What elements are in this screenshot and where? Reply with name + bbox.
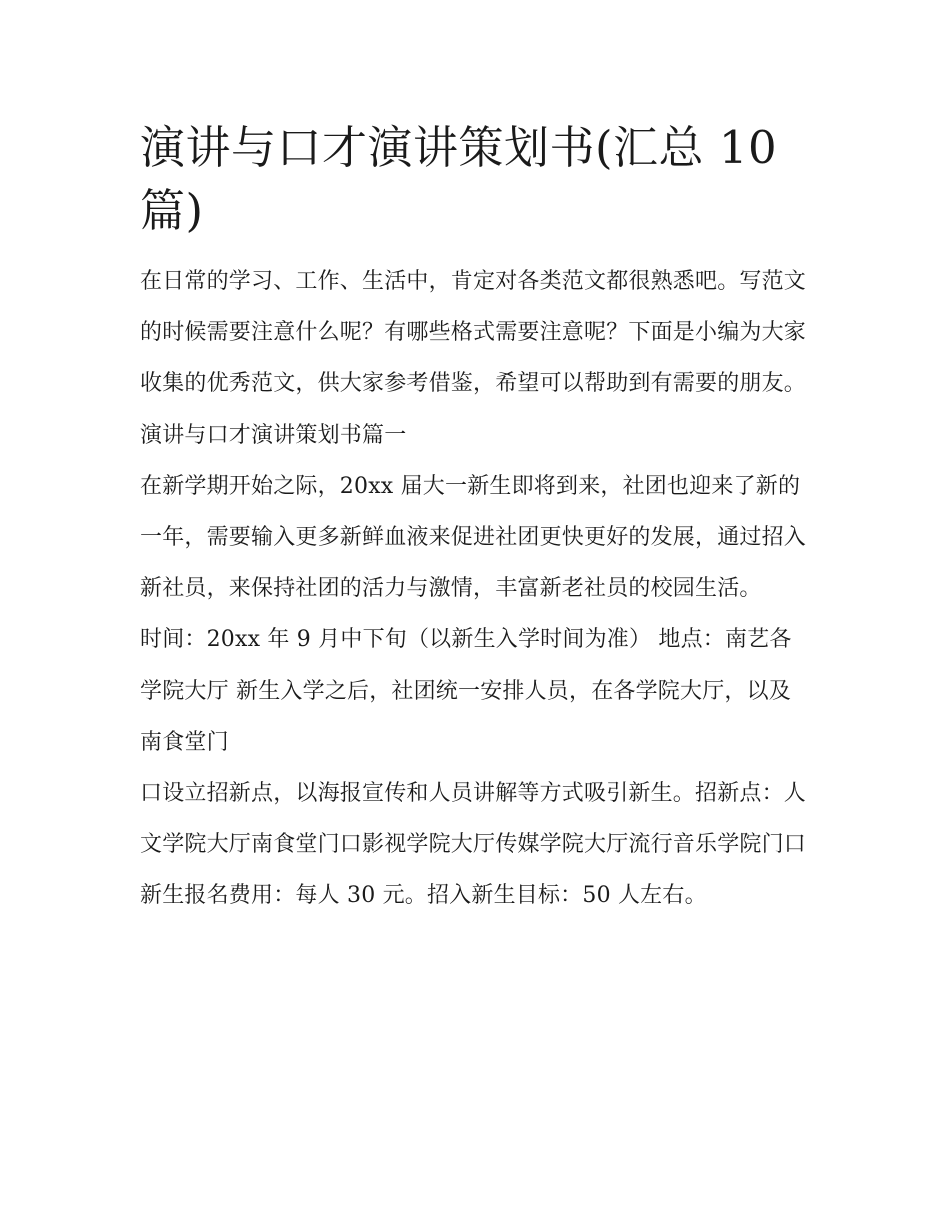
section-heading: 演讲与口才演讲策划书篇一	[140, 422, 407, 448]
body-paragraph: 时间：20xx 年 9 月中下旬（以新生入学时间为准） 地点：南艺各学院大厅 新生入学之后，社团统一安排人员，在各学院大厅，以及南食堂门	[140, 627, 792, 755]
document-title: 演讲与口才演讲策划书(汇总 10 篇)	[140, 121, 778, 237]
body-paragraph: 在新学期开始之际，20xx 届大一新生即将到来，社团也迎来了新的一年，需要输入更多新鲜血液来促进社团更快更好的发展，通过招入新社员，来保持社团的活力与激情，丰富新老社员的校园生活。	[140, 473, 807, 602]
document-body	[140, 116, 812, 922]
body-paragraph: 口设立招新点，以海报宣传和人员讲解等方式吸引新生。招新点：人文学院大厅南食堂门口影视学院大厅传媒学院大厅流行音乐学院门口新生报名费用：每人 30 元。招入新生目标：50 人左右。	[140, 781, 807, 909]
intro-paragraph: 在日常的学习、工作、生活中，肯定对各类范文都很熟悉吧。写范文的时候需要注意什么呢？有哪些格式需要注意呢？下面是小编为大家收集的优秀范文，供大家参考借鉴，希望可以帮助到有需要的朋友。	[140, 269, 807, 397]
